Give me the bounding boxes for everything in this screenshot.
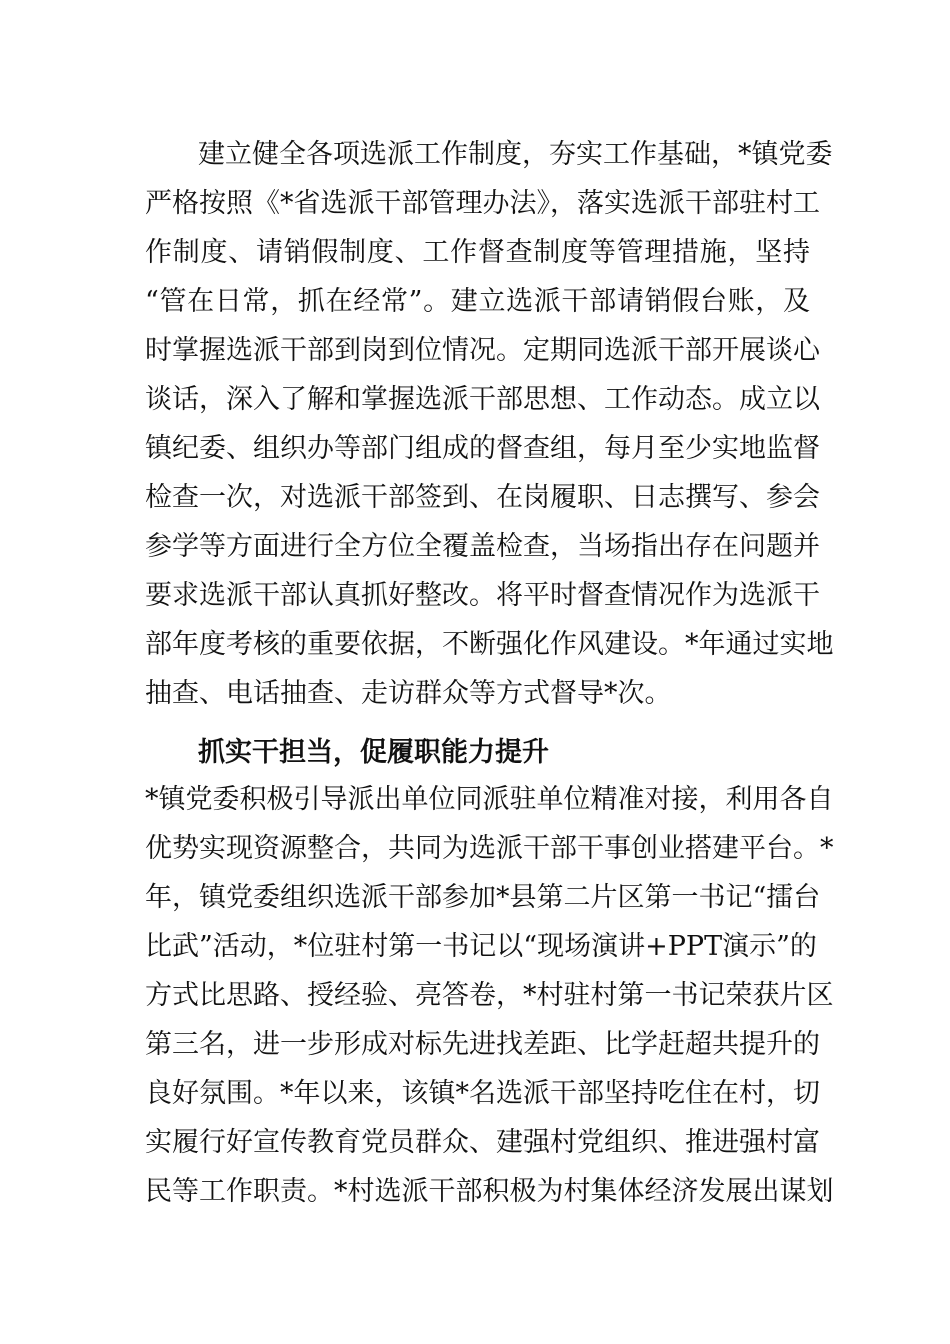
paragraph-line: 抽查、电话抽查、走访群众等方式督导*次。 (145, 678, 672, 709)
paragraph-line: 比武”活动，*位驻村第一书记以“现场演讲+PPT演示”的 (145, 931, 817, 962)
paragraph-line: 作制度、请销假制度、工作督查制度等管理措施，坚持 (145, 237, 810, 268)
paragraph-line: 优势实现资源整合，共同为选派干部干事创业搭建平台。* (145, 833, 834, 864)
paragraph-line: 时掌握选派干部到岗到位情况。定期同选派干部开展谈心 (145, 335, 820, 366)
paragraph-line: 检查一次，对选派干部签到、在岗履职、日志撰写、参会 (145, 482, 820, 513)
section-heading: 抓实干担当，促履职能力提升 (198, 737, 549, 768)
paragraph-line: 建立健全各项选派工作制度，夯实工作基础，*镇党委 (198, 139, 833, 170)
paragraph-line: 谈话，深入了解和掌握选派干部思想、工作动态。成立以 (145, 384, 820, 415)
paragraph-line: 年，镇党委组织选派干部参加*县第二片区第一书记“擂台 (145, 882, 821, 913)
paragraph-line: “管在日常，抓在经常”。建立选派干部请销假台账，及 (145, 286, 810, 317)
paragraph-line: 参学等方面进行全方位全覆盖检查，当场指出存在问题并 (145, 531, 820, 562)
paragraph-line: 要求选派干部认真抓好整改。将平时督查情况作为选派干 (145, 580, 820, 611)
paragraph-line: 第三名，进一步形成对标先进找差距、比学赶超共提升的 (145, 1029, 820, 1060)
paragraph-line: 镇纪委、组织办等部门组成的督查组，每月至少实地监督 (145, 433, 820, 464)
paragraph-line: 良好氛围。*年以来，该镇*名选派干部坚持吃住在村，切 (145, 1078, 820, 1109)
paragraph-line: 部年度考核的重要依据，不断强化作风建设。*年通过实地 (145, 629, 834, 660)
paragraph-line: 方式比思路、授经验、亮答卷，*村驻村第一书记荣获片区 (145, 980, 834, 1011)
paragraph-line: 严格按照《*省选派干部管理办法》，落实选派干部驻村工 (145, 188, 820, 219)
paragraph-line: 民等工作职责。*村选派干部积极为村集体经济发展出谋划 (145, 1176, 834, 1207)
paragraph-line: 实履行好宣传教育党员群众、建强村党组织、推进强村富 (145, 1127, 820, 1158)
paragraph-line: *镇党委积极引导派出单位同派驻单位精准对接，利用各自 (145, 784, 834, 815)
